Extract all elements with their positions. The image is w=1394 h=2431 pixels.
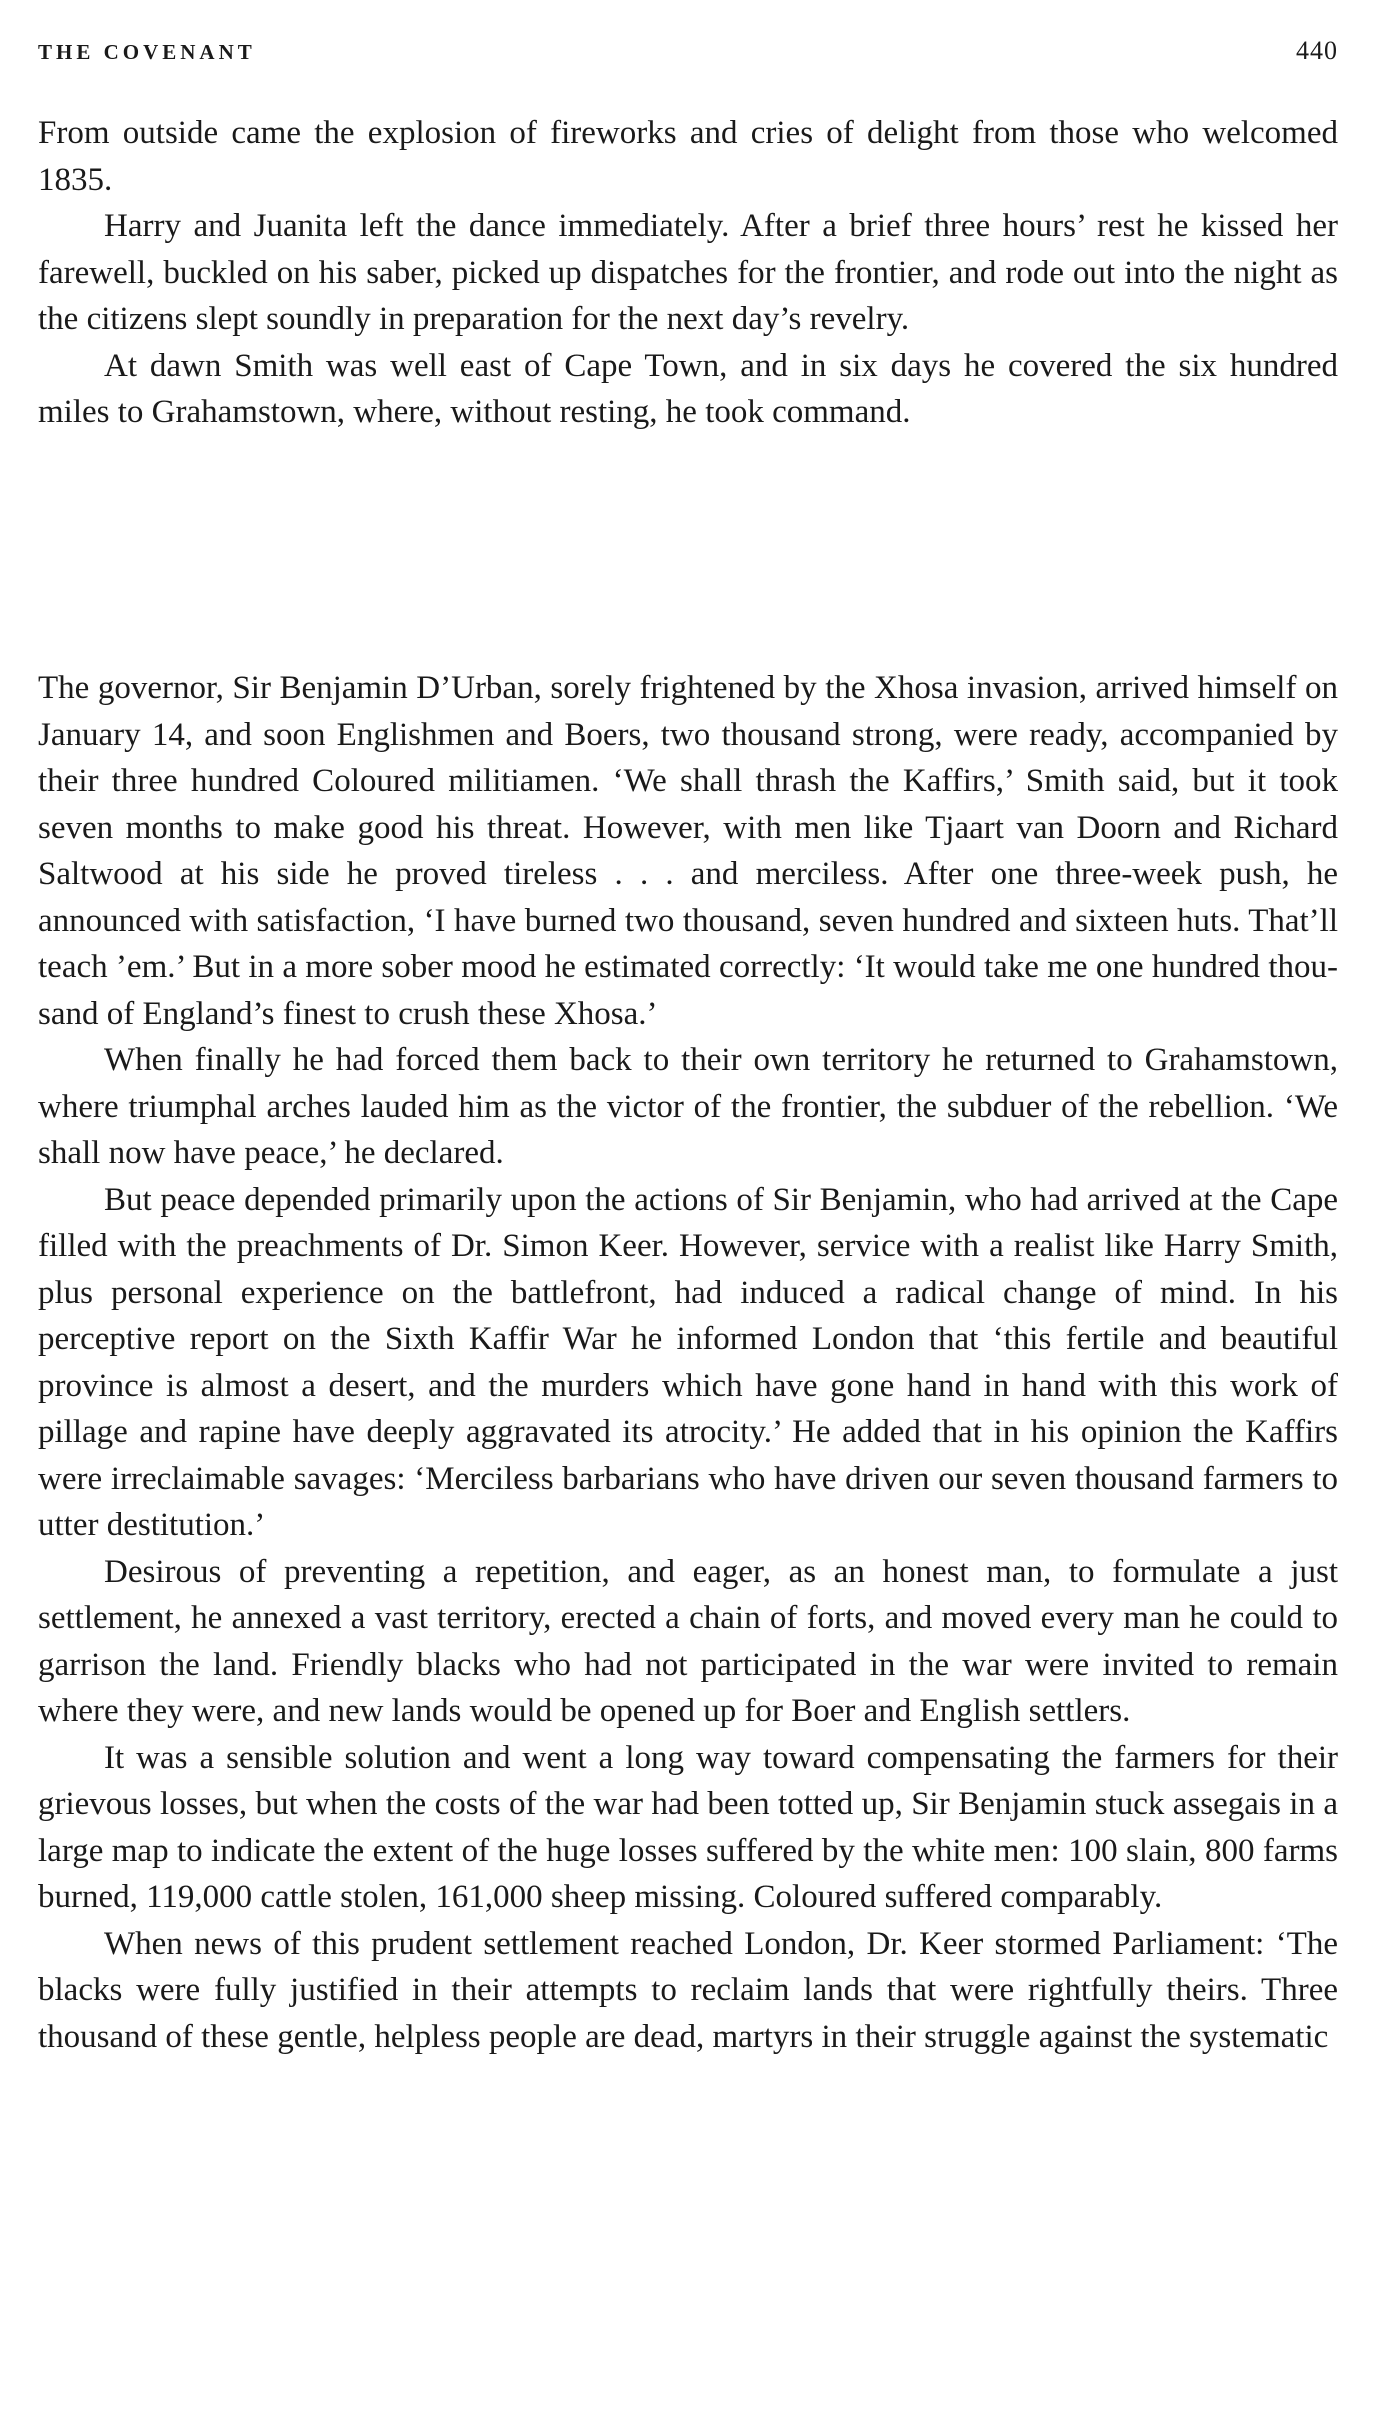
paragraph: But peace depended primarily upon the actions of Sir Benjamin, who had arrived at the Cape filled with the preachments of Dr. Simon Keer. However, service with a realist like Harry Smith, plus personal experience on the battlefront, had induced a radical change of mind. In his perceptive report on the Sixth Kaffir War he informed London that ‘this fertile and beautiful province is almost a desert, and the murders which have gone hand in hand with this work of pillage and rapine have deeply aggravated its atrocity.’ He added that in his opinion the Kaffirs were irreclaimable savages: ‘Merciless barbarians who have driven our seven thousand farmers to utter destitution.’: [38, 1181, 1338, 1543]
text-section-2: [38, 665, 1338, 2060]
paragraph: Desirous of preventing a repetition, and eager, as an honest man, to formulate a just settlement, he annexed a vast territory, erected a chain of forts, and moved every man he could to garrison the land. Friendly blacks who had not participated in the war were invited to remain where they were, and new lands would be opened up for Boer and English settlers.: [38, 1553, 1338, 1729]
paragraph: Harry and Juanita left the dance immediately. After a brief three hours’ rest he kissed her farewell, buckled on his saber, picked up dispatches for the frontier, and rode out into the night as the citizens slept soundly in preparation for the next day’s revelry.: [38, 208, 1338, 337]
paragraph: When finally he had forced them back to their own territory he returned to Grahamstown, where triumphal arches lauded him as the victor of the frontier, the subduer of the rebellion. ‘We shall now have peace,’ he declared.: [38, 1042, 1338, 1171]
paragraph: When news of this prudent settlement reached London, Dr. Keer stormed Parliament: ‘The blacks were fully justified in their attempts to reclaim lands that were rightfully theirs. Three thousand of these gentle, helpless people are dead, martyrs in their struggle against the systematic: [38, 1925, 1338, 2055]
paragraph: From outside came the explosion of fireworks and cries of delight from those who welcomed 1835.: [38, 115, 1338, 198]
text-section-1: [38, 110, 1338, 436]
paragraph: It was a sensible solution and went a long way toward compensating the farmers for their grievous losses, but when the costs of the war had been totted up, Sir Benjamin stuck assegais in a large map to indicate the extent of the huge losses suffered by the white men: 100 slain, 800 farms burned, 119,000 cattle stolen, 161,000 sheep missing. Coloured suffered comparably.: [38, 1739, 1338, 1915]
page-number: 440: [1296, 36, 1338, 65]
running-title: THE COVENANT: [38, 40, 256, 64]
paragraph: At dawn Smith was well east of Cape Town, and in six days he covered the six hundred miles to Grahamstown, where, without resting, he took command.: [38, 347, 1338, 430]
paragraph: The governor, Sir Benjamin D’Urban, sorely frightened by the Xhosa invasion, arrived himself on January 14, and soon Englishmen and Boers, two thousand strong, were ready, accompanied by their three hundred Coloured militiamen. ‘We shall thrash the Kaffirs,’ Smith said, but it took seven months to make good his threat. However, with men like Tjaart van Doorn and Richard Saltwood at his side he proved tireless . . . and merciless. After one three-week push, he announced with satisfaction, ‘I have burned two thousand, seven hundred and sixteen huts. That’ll teach ’em.’ But in a more sober mood he estimated correctly: ‘It would take me one hundred thousand of England’s finest to crush these Xhosa.’: [38, 670, 1338, 1032]
running-head: [38, 36, 1338, 70]
book-page: [38, 0, 1338, 2431]
